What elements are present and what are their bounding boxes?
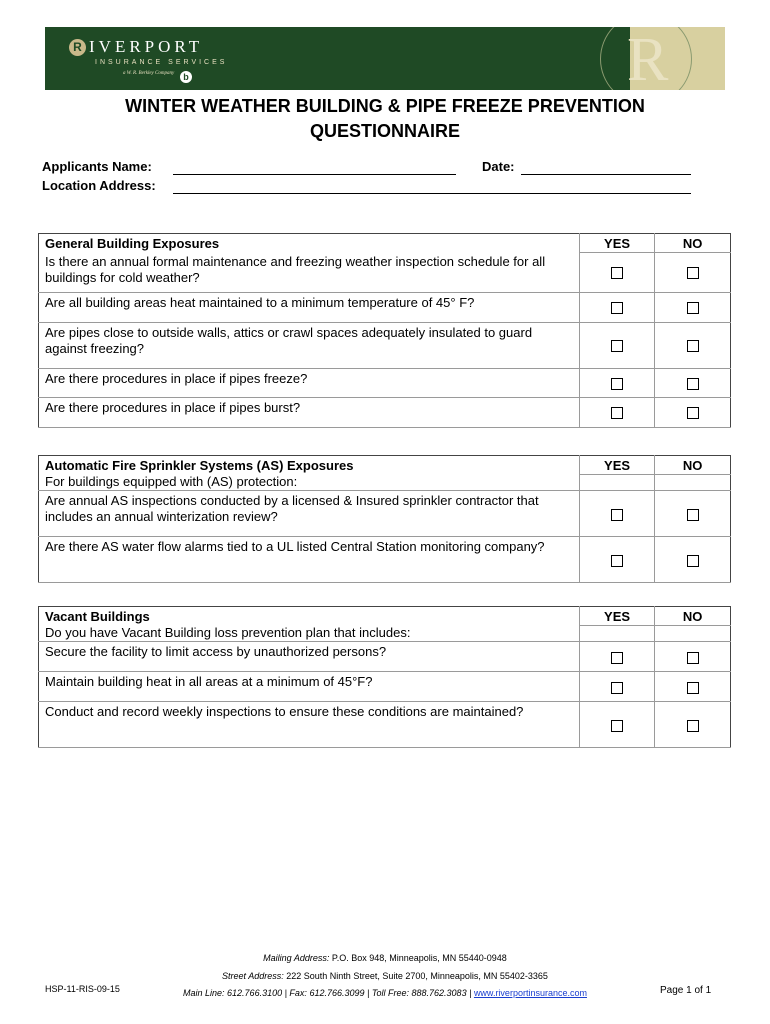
section-heading: Vacant Buildings [39, 607, 580, 626]
table-row [39, 397, 731, 427]
question-text: Are there procedures in place if pipes freeze? [39, 368, 580, 397]
yes-checkbox[interactable] [611, 340, 623, 352]
yes-column-header: YES [579, 607, 655, 626]
no-checkbox[interactable] [687, 378, 699, 390]
decorative-letter: R [627, 27, 669, 90]
yes-checkbox[interactable] [611, 509, 623, 521]
location-address-field[interactable] [173, 193, 691, 194]
section-heading: General Building Exposures [39, 234, 580, 253]
table-row [39, 322, 731, 368]
street-address-value: 222 South Ninth Street, Suite 2700, Minneapolis, MN 55402-3365 [286, 971, 548, 981]
question-text: Are pipes close to outside walls, attics or crawl spaces adequately insulated to guard against freezing? [39, 322, 580, 368]
mailing-address-value: P.O. Box 948, Minneapolis, MN 55440-0948 [331, 953, 507, 963]
no-checkbox[interactable] [687, 509, 699, 521]
table-row [39, 537, 731, 583]
vacant-buildings-table [38, 606, 731, 748]
company-subtitle: INSURANCE SERVICES [95, 59, 228, 66]
table-row [39, 672, 731, 702]
table-row [39, 292, 731, 322]
date-field[interactable] [521, 174, 691, 175]
table-row [39, 642, 731, 672]
yes-checkbox[interactable] [611, 555, 623, 567]
no-checkbox[interactable] [687, 407, 699, 419]
question-text: Are there procedures in place if pipes burst? [39, 397, 580, 427]
website-link[interactable]: www.riverportinsurance.com [473, 988, 587, 998]
phone-numbers: Main Line: 612.766.3100 | Fax: 612.766.3099 | Toll Free: 888.762.3083 | [183, 988, 472, 998]
document-title-line2: QUESTIONNAIRE [309, 121, 460, 141]
question-text: Are annual AS inspections conducted by a licensed & Insured sprinkler contractor that includes an annual winterization review? [39, 491, 580, 537]
table-row [39, 252, 731, 292]
sprinkler-systems-table [38, 455, 731, 583]
section-subheading: For buildings equipped with (AS) protection: [39, 474, 580, 491]
yes-column-header: YES [579, 456, 655, 475]
berkley-logo-icon: b [180, 71, 192, 83]
document-title-line1: WINTER WEATHER BUILDING & PIPE FREEZE PREVENTION [125, 96, 645, 116]
page-number: Page 1 of 1 [660, 985, 712, 996]
general-building-table [38, 233, 731, 428]
document-code: HSP-11-RIS-09-15 [45, 984, 120, 994]
yes-checkbox[interactable] [611, 682, 623, 694]
no-checkbox[interactable] [687, 652, 699, 664]
no-checkbox[interactable] [687, 720, 699, 732]
section-heading: Automatic Fire Sprinkler Systems (AS) Exposures [39, 456, 580, 475]
section-subheading: Do you have Vacant Building loss prevention plan that includes: [39, 625, 580, 642]
yes-checkbox[interactable] [611, 720, 623, 732]
table-row [39, 491, 731, 537]
yes-checkbox[interactable] [611, 378, 623, 390]
no-checkbox[interactable] [687, 302, 699, 314]
question-text: Maintain building heat in all areas at a minimum of 45°F? [39, 672, 580, 702]
question-text: Are there AS water flow alarms tied to a UL listed Central Station monitoring company? [39, 537, 580, 583]
question-text: Conduct and record weekly inspections to ensure these conditions are maintained? [39, 702, 580, 748]
yes-checkbox[interactable] [611, 652, 623, 664]
table-row [39, 702, 731, 748]
no-checkbox[interactable] [687, 267, 699, 279]
question-text: Are all building areas heat maintained to a minimum temperature of 45° F? [39, 292, 580, 322]
no-checkbox[interactable] [687, 555, 699, 567]
table-row [39, 368, 731, 397]
company-name: IVERPORT [89, 37, 204, 56]
no-checkbox[interactable] [687, 682, 699, 694]
date-label: Date: [482, 159, 515, 174]
yes-checkbox[interactable] [611, 302, 623, 314]
yes-checkbox[interactable] [611, 407, 623, 419]
question-text: Is there an annual formal maintenance and freezing weather inspection schedule for all buildings for cold weather? [39, 252, 580, 292]
yes-checkbox[interactable] [611, 267, 623, 279]
applicant-name-field[interactable] [173, 174, 456, 175]
yes-column-header: YES [579, 234, 655, 253]
location-address-label: Location Address: [42, 178, 156, 193]
mailing-address [0, 953, 770, 963]
question-text: Secure the facility to limit access by unauthorized persons? [39, 642, 580, 672]
no-checkbox[interactable] [687, 340, 699, 352]
company-logo-initial: R [69, 39, 86, 56]
street-address [0, 971, 770, 981]
no-column-header: NO [655, 234, 731, 253]
mailing-address-label: Mailing Address: [263, 953, 330, 963]
header-banner [45, 27, 725, 90]
no-column-header: NO [655, 607, 731, 626]
company-tagline: a W. R. Berkley Company [123, 71, 175, 76]
street-address-label: Street Address: [222, 971, 284, 981]
no-column-header: NO [655, 456, 731, 475]
applicant-name-label: Applicants Name: [42, 159, 152, 174]
